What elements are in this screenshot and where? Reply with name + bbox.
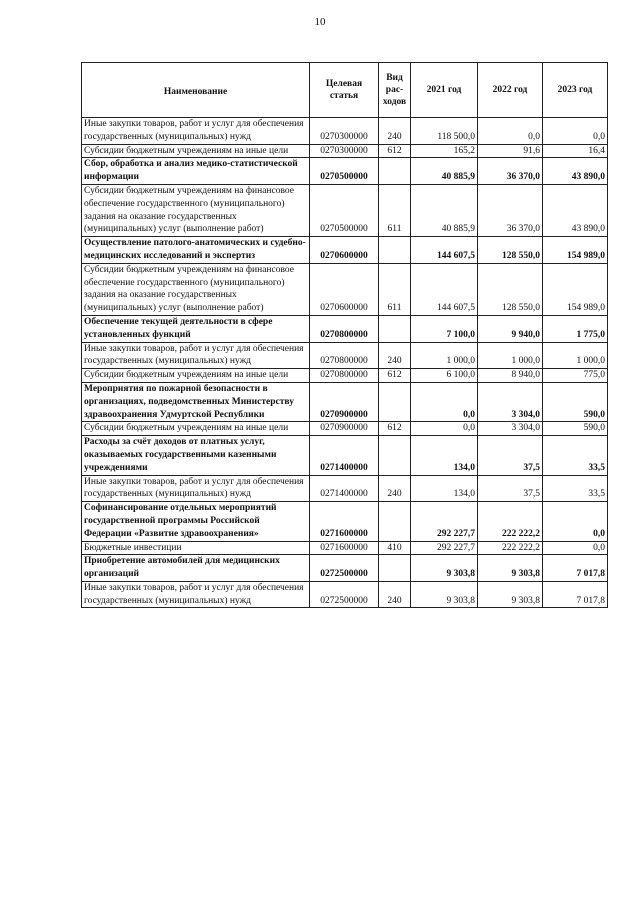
cell-expense-type: 611 bbox=[379, 184, 411, 236]
table-row bbox=[82, 581, 608, 608]
cell-expense-type: 240 bbox=[379, 475, 411, 502]
table-row bbox=[82, 158, 608, 185]
cell-expense-type: 240 bbox=[379, 581, 411, 608]
cell-name: Обеспечение текущей деятельности в сфере установленных функций bbox=[82, 315, 310, 342]
cell-target-item: 0270900000 bbox=[310, 422, 379, 436]
cell-expense-type: 240 bbox=[379, 342, 411, 369]
cell-2023: 154 989,0 bbox=[543, 263, 608, 315]
cell-2023: 775,0 bbox=[543, 369, 608, 383]
cell-2022: 36 370,0 bbox=[478, 158, 543, 185]
cell-expense-type: 611 bbox=[379, 263, 411, 315]
cell-2023: 0,0 bbox=[543, 118, 608, 145]
cell-2021: 1 000,0 bbox=[411, 342, 478, 369]
cell-target-item: 0270800000 bbox=[310, 315, 379, 342]
cell-target-item: 0272500000 bbox=[310, 581, 379, 608]
cell-expense-type bbox=[379, 436, 411, 475]
cell-2021: 144 607,5 bbox=[411, 237, 478, 264]
table-row bbox=[82, 184, 608, 236]
cell-expense-type: 612 bbox=[379, 369, 411, 383]
cell-expense-type bbox=[379, 382, 411, 421]
cell-2023: 590,0 bbox=[543, 382, 608, 421]
cell-expense-type bbox=[379, 502, 411, 541]
cell-2021: 40 885,9 bbox=[411, 158, 478, 185]
cell-2021: 9 303,8 bbox=[411, 581, 478, 608]
table-row bbox=[82, 369, 608, 383]
table-row bbox=[82, 475, 608, 502]
cell-2022: 37,5 bbox=[478, 475, 543, 502]
cell-2021: 292 227,7 bbox=[411, 541, 478, 555]
cell-2023: 1 000,0 bbox=[543, 342, 608, 369]
cell-target-item: 0271600000 bbox=[310, 502, 379, 541]
cell-2021: 7 100,0 bbox=[411, 315, 478, 342]
table-row bbox=[82, 342, 608, 369]
cell-target-item: 0271400000 bbox=[310, 436, 379, 475]
cell-expense-type: 240 bbox=[379, 118, 411, 145]
cell-2022: 222 222,2 bbox=[478, 502, 543, 541]
header-target-item: Целевая статья bbox=[310, 63, 379, 118]
cell-2021: 292 227,7 bbox=[411, 502, 478, 541]
cell-2022: 9 940,0 bbox=[478, 315, 543, 342]
cell-name: Расходы за счёт доходов от платных услуг, оказываемых государственными казенными учреждениями bbox=[82, 436, 310, 475]
table-row bbox=[82, 315, 608, 342]
cell-name: Софинансирование отдельных мероприятий государственной программы Российской Федерации «Развитие здравоохранения» bbox=[82, 502, 310, 541]
cell-expense-type bbox=[379, 237, 411, 264]
table-body bbox=[82, 118, 608, 608]
cell-name: Сбор, обработка и анализ медико-статистической информации bbox=[82, 158, 310, 185]
cell-2022: 0,0 bbox=[478, 118, 543, 145]
cell-target-item: 0270600000 bbox=[310, 263, 379, 315]
cell-expense-type bbox=[379, 555, 411, 582]
cell-2022: 3 304,0 bbox=[478, 422, 543, 436]
cell-2021: 40 885,9 bbox=[411, 184, 478, 236]
cell-2023: 33,5 bbox=[543, 475, 608, 502]
cell-name: Субсидии бюджетным учреждениям на иные цели bbox=[82, 144, 310, 158]
table-header bbox=[82, 63, 608, 118]
table-row bbox=[82, 382, 608, 421]
cell-name: Мероприятия по пожарной безопасности в организациях, подведомственных Министерству здравоохранения Удмуртской Республики bbox=[82, 382, 310, 421]
cell-target-item: 0270900000 bbox=[310, 382, 379, 421]
cell-expense-type: 410 bbox=[379, 541, 411, 555]
cell-2023: 0,0 bbox=[543, 541, 608, 555]
cell-2023: 1 775,0 bbox=[543, 315, 608, 342]
cell-target-item: 0270800000 bbox=[310, 369, 379, 383]
cell-2023: 16,4 bbox=[543, 144, 608, 158]
cell-2021: 144 607,5 bbox=[411, 263, 478, 315]
table-row bbox=[82, 144, 608, 158]
table-row bbox=[82, 118, 608, 145]
cell-expense-type: 612 bbox=[379, 422, 411, 436]
table-row bbox=[82, 502, 608, 541]
cell-name: Субсидии бюджетным учреждениям на финансовое обеспечение государственного (муниципального) задания на оказание государственных (муниципальных) услуг (выполнение работ) bbox=[82, 184, 310, 236]
cell-2023: 7 017,8 bbox=[543, 581, 608, 608]
cell-2022: 3 304,0 bbox=[478, 382, 543, 421]
cell-2022: 1 000,0 bbox=[478, 342, 543, 369]
cell-2022: 128 550,0 bbox=[478, 237, 543, 264]
cell-2021: 0,0 bbox=[411, 422, 478, 436]
cell-name: Осуществление патолого-анатомических и судебно-медицинских исследований и экспертиз bbox=[82, 237, 310, 264]
cell-target-item: 0270300000 bbox=[310, 144, 379, 158]
cell-target-item: 0272500000 bbox=[310, 555, 379, 582]
cell-expense-type bbox=[379, 158, 411, 185]
header-expense-type: Вид рас-ходов bbox=[379, 63, 411, 118]
cell-name: Иные закупки товаров, работ и услуг для обеспечения государственных (муниципальных) нужд bbox=[82, 475, 310, 502]
cell-name: Иные закупки товаров, работ и услуг для обеспечения государственных (муниципальных) нужд bbox=[82, 118, 310, 145]
cell-2021: 9 303,8 bbox=[411, 555, 478, 582]
table-row bbox=[82, 263, 608, 315]
cell-2023: 0,0 bbox=[543, 502, 608, 541]
cell-2022: 91,6 bbox=[478, 144, 543, 158]
cell-name: Иные закупки товаров, работ и услуг для обеспечения государственных (муниципальных) нужд bbox=[82, 581, 310, 608]
cell-name: Иные закупки товаров, работ и услуг для обеспечения государственных (муниципальных) нужд bbox=[82, 342, 310, 369]
cell-target-item: 0270300000 bbox=[310, 118, 379, 145]
cell-name: Субсидии бюджетным учреждениям на финансовое обеспечение государственного (муниципального) задания на оказание государственных (муниципальных) услуг (выполнение работ) bbox=[82, 263, 310, 315]
table-row bbox=[82, 436, 608, 475]
cell-2021: 165,2 bbox=[411, 144, 478, 158]
header-2022: 2022 год bbox=[478, 63, 543, 118]
cell-2021: 6 100,0 bbox=[411, 369, 478, 383]
cell-name: Субсидии бюджетным учреждениям на иные цели bbox=[82, 422, 310, 436]
cell-expense-type: 612 bbox=[379, 144, 411, 158]
cell-2022: 128 550,0 bbox=[478, 263, 543, 315]
table-row bbox=[82, 541, 608, 555]
cell-2023: 43 890,0 bbox=[543, 158, 608, 185]
cell-2022: 9 303,8 bbox=[478, 581, 543, 608]
cell-2021: 118 500,0 bbox=[411, 118, 478, 145]
header-name: Наименование bbox=[82, 63, 310, 118]
header-row bbox=[82, 63, 608, 118]
cell-2021: 134,0 bbox=[411, 436, 478, 475]
page-number: 10 bbox=[314, 16, 326, 28]
cell-2023: 590,0 bbox=[543, 422, 608, 436]
cell-2022: 9 303,8 bbox=[478, 555, 543, 582]
cell-expense-type bbox=[379, 315, 411, 342]
cell-name: Субсидии бюджетным учреждениям на иные цели bbox=[82, 369, 310, 383]
budget-table bbox=[81, 62, 608, 608]
table-row bbox=[82, 555, 608, 582]
cell-target-item: 0271400000 bbox=[310, 475, 379, 502]
cell-2023: 33,5 bbox=[543, 436, 608, 475]
cell-2022: 36 370,0 bbox=[478, 184, 543, 236]
table-row bbox=[82, 422, 608, 436]
cell-2022: 37,5 bbox=[478, 436, 543, 475]
cell-target-item: 0270500000 bbox=[310, 184, 379, 236]
cell-target-item: 0270800000 bbox=[310, 342, 379, 369]
cell-target-item: 0271600000 bbox=[310, 541, 379, 555]
cell-2022: 222 222,2 bbox=[478, 541, 543, 555]
cell-2022: 8 940,0 bbox=[478, 369, 543, 383]
cell-name: Приобретение автомобилей для медицинских организаций bbox=[82, 555, 310, 582]
cell-2023: 7 017,8 bbox=[543, 555, 608, 582]
cell-2023: 154 989,0 bbox=[543, 237, 608, 264]
cell-target-item: 0270600000 bbox=[310, 237, 379, 264]
cell-2023: 43 890,0 bbox=[543, 184, 608, 236]
cell-target-item: 0270500000 bbox=[310, 158, 379, 185]
cell-2021: 0,0 bbox=[411, 382, 478, 421]
table-row bbox=[82, 237, 608, 264]
header-2023: 2023 год bbox=[543, 63, 608, 118]
header-2021: 2021 год bbox=[411, 63, 478, 118]
cell-2021: 134,0 bbox=[411, 475, 478, 502]
cell-name: Бюджетные инвестиции bbox=[82, 541, 310, 555]
